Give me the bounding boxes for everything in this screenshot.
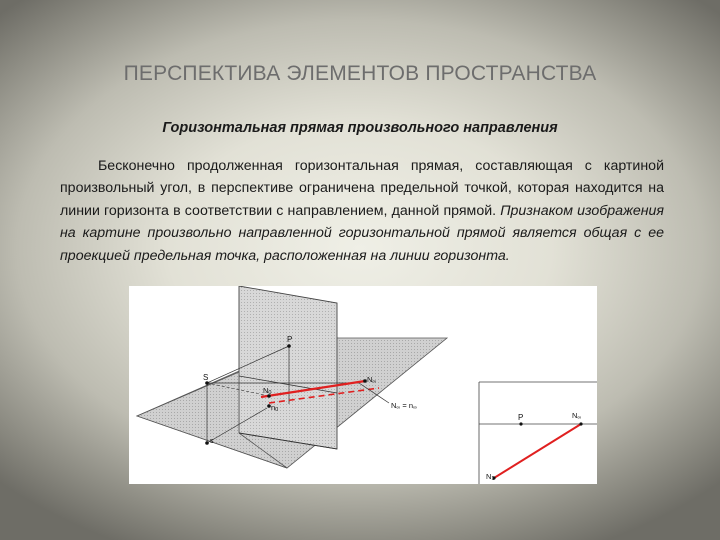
picture-plane [239,286,337,449]
paragraph-regular: Бесконечно продолженная горизонтальная прямая, составляющая с картиной произвольный угол, в перспективе ограничена предельной точкой, которая находится на линии горизонта в соответствии с направлением, данной прямой. [60,158,664,219]
right-red-line [494,424,581,478]
label-s: s [210,438,214,445]
right-label-N: N1 [486,472,495,482]
right-point-P [519,422,522,425]
label-N0: N0 [263,386,272,396]
right-label-P: P [518,413,524,422]
label-Ninf: N∞ [367,375,377,385]
label-S: S [203,373,209,382]
right-point-Ninf [579,422,582,425]
body-paragraph [60,155,664,267]
paragraph-italic: Признаком изображения на картине произвольно направленной горизонтальной прямой является общая с ее проекцией предельная точка, расположенная на линии горизонта. [60,202,664,264]
slide-title: ПЕРСПЕКТИВА ЭЛЕМЕНТОВ ПРОСТРАНСТВА [123,62,597,85]
point-P [287,344,291,348]
point-s [205,441,209,445]
label-Neq: N∞ = n∞ [391,401,417,411]
figure-svg [129,286,597,484]
perspective-figure [129,286,597,484]
right-label-Ninf: N∞ [572,411,582,421]
label-P: P [287,335,293,344]
slide-subtitle: Горизонтальная прямая произвольного направления [162,120,558,136]
label-n0: n0 [271,403,279,413]
